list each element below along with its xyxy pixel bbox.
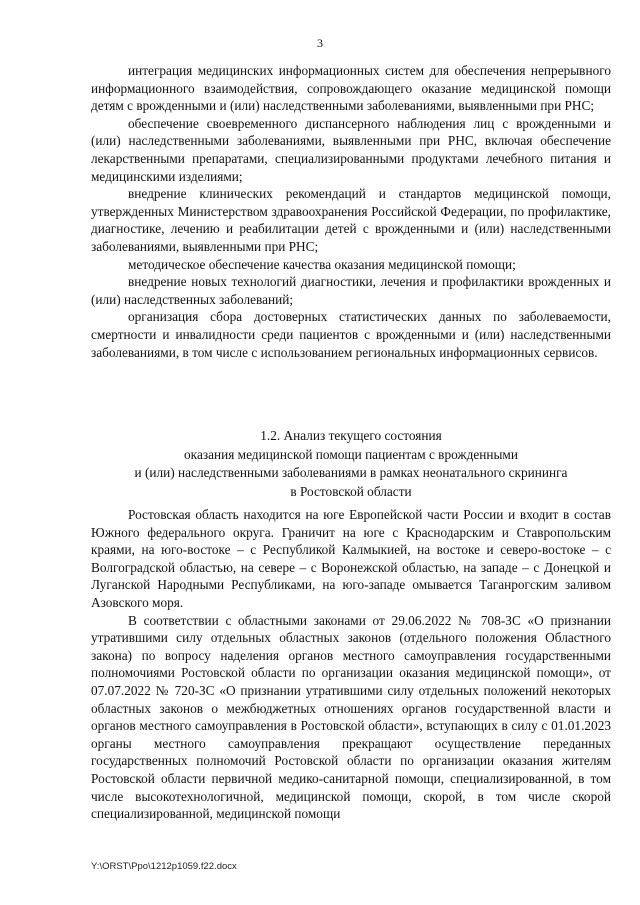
list-item: внедрение клинических рекомендаций и стандартов медицинской помощи, утвержденных Министерством здравоохранения Российской Федерации, по профилактике, диагностике, лечению и реабилитации детей с врожденными и (или) наследственными заболеваниями, выявленными при РНС; [91,186,611,254]
list-block [91,62,611,361]
heading-line: 1.2. Анализ текущего состояния [260,428,442,443]
list-item: организация сбора достоверных статистических данных по заболеваемости, смертности и инвалидности среди пациентов с врожденными и (или) наследственными заболеваниями, в том числе с использованием региональных информационных сервисов. [91,309,611,360]
page-number: 3 [317,36,323,50]
list-item: внедрение новых технологий диагностики, лечения и профилактики врожденных и (или) наследственных заболеваний; [91,274,611,307]
footer-file-path: Y:\ORST\Ppo\1212p1059.f22.docx [91,861,237,872]
section-heading [91,427,611,501]
heading-line: в Ростовской области [290,483,412,499]
list-item: методическое обеспечение качества оказания медицинской помощи; [128,256,516,272]
heading-line: оказания медицинской помощи пациентам с врожденными [184,446,518,462]
list-item: интеграция медицинских информационных систем для обеспечения непрерывного информационного взаимодействия, сопровождающего оказание медицинской помощи детям с врожденными и (или) наследственными заболеваниями, выявленными при РНС; [91,63,611,114]
section-body [91,506,611,823]
paragraph: Ростовская область находится на юге Европейской части России и входит в состав Южного федерального округа. Граничит на юге с Краснодарским и Ставропольским краями, на юго-востоке – с Республикой Калмыкией, на востоке и северо-востоке – с Волгоградской областью, на севере – с Воронежской областью, на западе – с Донецкой и Луганской Народными Республиками, на юго-западе омывается Таганрогским заливом Азовского моря. [91,507,611,610]
paragraph: В соответствии с областными законами от 29.06.2022 № 708-ЗС «О признании утратившими силу отдельных областных законов (отдельного положения Областного закона) по вопросу наделения органов местного самоуправления государственными полномочиями Ростовской области по организации оказания медицинской помощи», от 07.07.2022 № 720-ЗС «О признании утратившими силу отдельных положений некоторых областных законов о межбюджетных отношениях органов государственной власти и органов местного самоуправления в Ростовской области», вступающих в силу с 01.01.2023 органы местного самоуправления прекращают осуществление переданных государственных полномочий Ростовской области по организации оказания жителям Ростовской области первичной медико-санитарной помощи, специализированной, в том числе высокотехнологичной, медицинской помощи, скорой, в том числе скорой специализированной, медицинской помощи [91,612,611,822]
list-item: обеспечение своевременного диспансерного наблюдения лиц с врожденными и (или) наследственными заболеваниями, выявленными при РНС, включая обеспечение лекарственными препаратами, специализированными продуктами лечебного питания и медицинскими изделиями; [91,115,611,184]
heading-line: и (или) наследственными заболеваниями в рамках неонатального скрининга [134,465,568,480]
